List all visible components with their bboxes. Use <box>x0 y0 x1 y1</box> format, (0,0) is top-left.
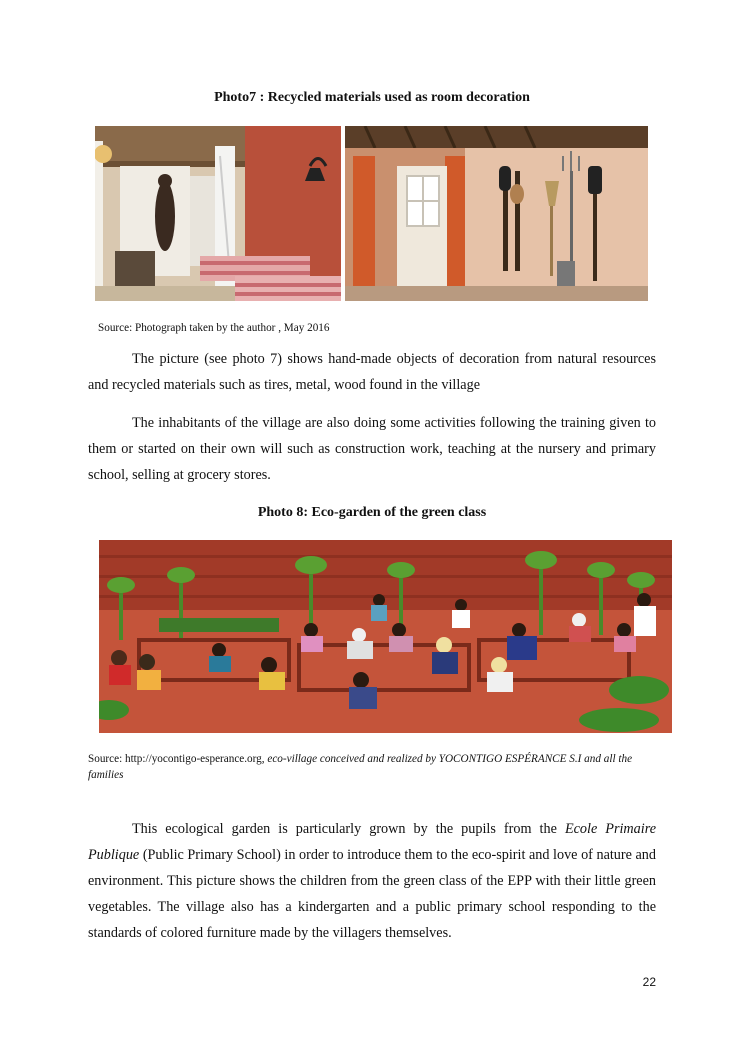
paragraph-2: The inhabitants of the village are also doing some activities following the training given to them or started on their own will such as construction work, teaching at the nursery and primary school, selling at grocery stores. <box>88 415 656 483</box>
photo8-source-credit: eco-village conceived and realized by YOCONTIGO ESPÉRANCE S.I and all the families <box>88 753 633 781</box>
photo7-caption: Photo7 : Recycled materials used as room decoration <box>214 90 530 105</box>
paragraph-3 <box>88 816 656 946</box>
paragraph-1: The picture (see photo 7) shows hand-made objects of decoration from natural resources and recycled materials such as tires, metal, wood found in the village <box>88 351 656 393</box>
photo8-garden-image <box>99 540 672 733</box>
photo8-source-url: Source: http://yocontigo-esperance.org, <box>88 753 268 765</box>
photo7-source: Source: Photograph taken by the author , May 2016 <box>98 322 330 334</box>
paragraph-3-part-1: This ecological garden is particularly grown by the pupils from the <box>132 821 565 837</box>
paragraph-3-italic: Ecole Primaire Publique <box>88 821 657 863</box>
photo7-bedroom-image <box>95 126 341 301</box>
photo8-caption: Photo 8: Eco-garden of the green class <box>257 505 487 520</box>
page-number: 22 <box>642 975 656 989</box>
photo8-source <box>88 751 648 783</box>
photo7-tools-image <box>345 126 648 301</box>
paragraph-3-part-2: (Public Primary School) in order to introduce them to the eco-spirit and love of nature and environment. This picture shows the children from the green class of the EPP with their little green vegetables. The village also has a kindergarten and a public primary school responding to the standards of colored furniture made by the villagers themselves. <box>88 847 656 941</box>
